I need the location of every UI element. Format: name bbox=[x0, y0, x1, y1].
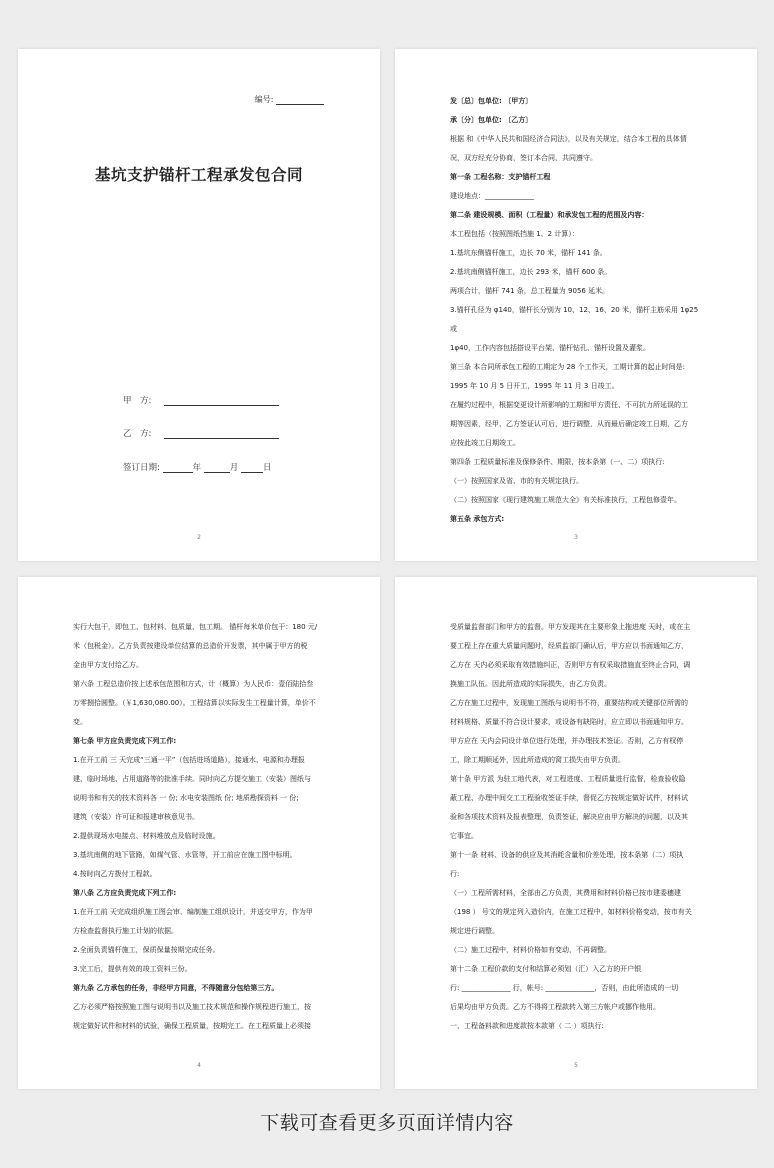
party-a-label: 甲 方: bbox=[123, 396, 152, 406]
contract-text-line: 本工程包括（按照图纸挡施 1、2 计算）： bbox=[450, 230, 579, 238]
contract-text-line: 方检查监督执行施工计划的依据。 bbox=[73, 927, 178, 935]
contract-text-line: 甲方应在 天内会同设计单位进行处理，并办理技术签证。否则，乙方有权停 bbox=[450, 737, 684, 745]
contract-text-line: 第八条 乙方应负责完成下列工作: bbox=[73, 889, 177, 897]
contract-text-line: 规定做好试件和材料的试验，确保工程质量，按期完工。在工程质量上必须接 bbox=[73, 1022, 311, 1030]
party-a-blank bbox=[164, 405, 279, 406]
contract-text-line: 建、临时场地、占用道路等的批准手续。同时向乙方提交施工（安装）图纸与 bbox=[73, 775, 311, 783]
contract-text-line: 3.完工后，提供有效的竣工资料三份。 bbox=[73, 965, 192, 973]
contract-text-line: 受质量监督部门和甲方的监督。甲方发现其在主要形象上拖进度 天时，或在主 bbox=[450, 623, 691, 631]
contract-text-line: 蔽工程、办理中间交工工程验收签证手续，督促乙方按规定做好试件，材料试 bbox=[450, 794, 688, 802]
contract-text-line: 第七条 甲方应负责完成下列工作: bbox=[73, 737, 177, 745]
contract-text-line: 行: ______________ 行，帐号: ______________，否则，由此所造成的一切 bbox=[450, 984, 679, 992]
contract-text-line: 2.基坑南侧锚杆施工，边长 293 米，锚杆 600 条。 bbox=[450, 268, 612, 276]
contract-text-line: 乙方必须严格按照施工图与说明书以及施工技术规范和操作规程进行施工，按 bbox=[73, 1003, 311, 1011]
contract-text-line: （一）按照国家及省、市的有关规定执行。 bbox=[450, 477, 583, 485]
contract-text-line: 一、工程备料款和进度款按本款第（ 二 ）项执行: bbox=[450, 1022, 604, 1030]
serial-number-blank bbox=[276, 104, 324, 105]
contract-text-line: 实行大包干，即包工、包材料、包质量、包工期。 锚杆每米单价包干：180 元/ bbox=[73, 623, 318, 631]
contract-text-line: （二）施工过程中，材料价格如有变动，不再调整。 bbox=[450, 946, 611, 954]
page-5-body bbox=[450, 618, 705, 1036]
day-label: 日 bbox=[263, 463, 272, 473]
download-more-prompt[interactable]: 下载可查看更多页面详情内容 bbox=[260, 1112, 514, 1134]
day-blank bbox=[241, 472, 263, 473]
contract-text-line: 3.锚杆孔径为 φ140，锚杆长分别为 10、12、16、20 米，锚杆主筋采用 1φ25 或 bbox=[450, 306, 699, 333]
month-label: 月 bbox=[229, 463, 239, 473]
contract-text-line: 第十条 甲方派 为驻工地代表，对工程进度、工程质量进行监督，检查验收隐 bbox=[450, 775, 686, 783]
document-page-3 bbox=[395, 49, 757, 561]
contract-text-line: 说明书和有关的技术资料各 一 份; 水电安装图纸 份; 地质勘探资料 一 份; bbox=[73, 794, 299, 802]
page-number: 5 bbox=[574, 1062, 578, 1069]
party-b-blank bbox=[164, 438, 279, 439]
contract-text-line: 2.提供现场水电接点、材料堆放点及临时设施。 bbox=[73, 832, 220, 840]
contract-title: 基坑支护锚杆工程承发包合同 bbox=[94, 166, 303, 184]
contract-text-line: 金由甲方支付给乙方。 bbox=[73, 661, 143, 669]
contract-text-line: 第一条 工程名称：支护锚杆工程 bbox=[450, 173, 551, 181]
contract-text-line: 工，除工期顺延外，因此所造成的窝工损失由甲方负责。 bbox=[450, 756, 625, 764]
contract-text-line: 万零捌拾圆整。（￥1,630,080.00）。工程结算以实际发生工程量计算，单价不 bbox=[73, 699, 316, 707]
contract-text-line: 米（包税金）。乙方负责按建设单位结算的总造价开发票，其中属于甲方的税 bbox=[73, 642, 308, 650]
document-page-2 bbox=[18, 49, 380, 561]
contract-text-line: 行: bbox=[450, 870, 460, 878]
contract-text-line: 根据 和《中华人民共和国经济合同法》，以及有关规定，结合本工程的具体情 bbox=[450, 135, 687, 143]
contract-text-line: （198 ） 号文的规定列入造价内，在施工过程中，如材料价格变动，按市有关 bbox=[450, 908, 692, 916]
contract-text-line: 第四条 工程质量标准及保修条件、期限，按本条第（一、二）项执行: bbox=[450, 458, 665, 466]
contract-text-line: 第五条 承包方式: bbox=[450, 515, 505, 523]
party-a-line bbox=[123, 394, 279, 406]
contract-text-line: 1φ40，工作内容包括搭设平台架、锚杆钻孔、锚杆设置及灌浆。 bbox=[450, 344, 650, 352]
document-page-4 bbox=[18, 577, 380, 1089]
serial-number-field bbox=[255, 94, 324, 105]
contract-text-line: 换施工队伍。因此所造成的实际损失，由乙方负责。 bbox=[450, 680, 611, 688]
page-number: 2 bbox=[197, 534, 201, 541]
contract-text-line: 承〔分〕包单位: 〔乙方〕 bbox=[450, 116, 533, 124]
contract-text-line: 建设地点：______________ bbox=[450, 192, 534, 200]
contract-text-line: 1.在开工前 三 天完成“三通一平”（包括进场道路），接通水、电源和办理报 bbox=[73, 756, 305, 764]
contract-text-line: 3.基坑南侧的地下管路，如煤气管、水管等，开工前应在施工图中标明。 bbox=[73, 851, 297, 859]
page-number: 4 bbox=[197, 1062, 201, 1069]
contract-text-line: 1.基坑东侧锚杆施工，边长 70 米，锚杆 141 条。 bbox=[450, 249, 607, 257]
contract-text-line: 期等因素，经甲、乙方签证认可后，进行调整，从而最后确定竣工日期，乙方 bbox=[450, 420, 688, 428]
contract-text-line: 第十二条 工程价款的支付和结算必须划（汇）入乙方的开户银 bbox=[450, 965, 642, 973]
document-page-5 bbox=[395, 577, 757, 1089]
contract-text-line: 建筑（安装）许可证和报建审核意见书。 bbox=[73, 813, 199, 821]
party-b-label: 乙 方: bbox=[123, 429, 152, 439]
contract-text-line: 况，双方经充分协商，签订本合同，共同遵守。 bbox=[450, 154, 597, 162]
contract-text-line: 两项合计，锚杆 741 条，总工程量为 9056 延米。 bbox=[450, 287, 610, 295]
contract-text-line: 乙方在 天内必须采取有效措施纠正，否则甲方有权采取措施直至终止合同，调 bbox=[450, 661, 691, 669]
contract-text-line: 1.在开工前 天完成组织施工图会审、编制施工组织设计，并送交甲方，作为甲 bbox=[73, 908, 313, 916]
contract-text-line: 在履约过程中，根据变更设计所影响的工期和甲方责任、不可抗力所延误的工 bbox=[450, 401, 688, 409]
contract-text-line: 应按此竣工日期竣工。 bbox=[450, 439, 520, 447]
contract-text-line: 规定进行调整。 bbox=[450, 927, 499, 935]
contract-text-line: 1995 年 10 月 5 日开工，1995 年 11 月 3 日竣工。 bbox=[450, 382, 619, 390]
sign-date-label: 签订日期: bbox=[123, 463, 160, 473]
page-3-body bbox=[450, 92, 705, 529]
contract-text-line: 第九条 乙方承包的任务，非经甲方同意，不得随意分包给第三方。 bbox=[73, 984, 279, 992]
contract-text-line: 第三条 本合同所承包工程的工期定为 28 个工作天，工期计算的起止时间是: bbox=[450, 363, 685, 371]
contract-text-line: 4.按时向乙方拨付工程款。 bbox=[73, 870, 157, 878]
contract-text-line: 要工程上存在重大质量问题时，经质监部门确认后，甲方应以书面通知乙方， bbox=[450, 642, 688, 650]
contract-text-line: 变。 bbox=[73, 718, 87, 726]
year-blank bbox=[163, 472, 193, 473]
contract-text-line: 第二条 建设规模、面积（工程量）和承发包工程的范围及内容： bbox=[450, 211, 649, 219]
page-4-body bbox=[73, 618, 328, 1036]
contract-text-line: 2.全面负责锚杆施工，保质保量按期完成任务。 bbox=[73, 946, 220, 954]
year-label: 年 bbox=[192, 463, 202, 473]
contract-text-line: 乙方在施工过程中，发现施工图纸与说明书不符，重要结构或关键部位所需的 bbox=[450, 699, 688, 707]
contract-text-line: 发〔总〕包单位: 〔甲方〕 bbox=[450, 97, 533, 105]
party-b-line bbox=[123, 427, 279, 439]
sign-date-line bbox=[123, 461, 272, 473]
month-blank bbox=[204, 472, 230, 473]
contract-text-line: 它事宜。 bbox=[450, 832, 478, 840]
contract-text-line: 第六条 工程总造价按上述承包范围和方式，计（概算）为人民币：壹佰陆拾叁 bbox=[73, 680, 314, 688]
serial-number-label: 编号: bbox=[254, 95, 274, 104]
contract-text-line: 第十一条 材料、设备的供应及其消耗含量和价差处理，按本条第（二）项执 bbox=[450, 851, 684, 859]
contract-text-line: 验和各项技术资料及报表整理，负责签证，解决应由甲方解决的问题，以及其 bbox=[450, 813, 688, 821]
contract-text-line: （二）按照国家《现行建筑施工规范大全》有关标准执行，工程包修壹年。 bbox=[450, 496, 681, 504]
contract-text-line: 材料规格、质量不符合设计要求，或设备有缺陷时，应立即以书面通知甲方。 bbox=[450, 718, 688, 726]
contract-text-line: 后果均由甲方负责。乙方不得将工程款转入第三方帐户或挪作他用。 bbox=[450, 1003, 660, 1011]
contract-text-line: （一）工程所需材料，全部由乙方负责，其费用和材料价格已按市建委穗建 bbox=[450, 889, 681, 897]
page-number: 3 bbox=[574, 534, 578, 541]
